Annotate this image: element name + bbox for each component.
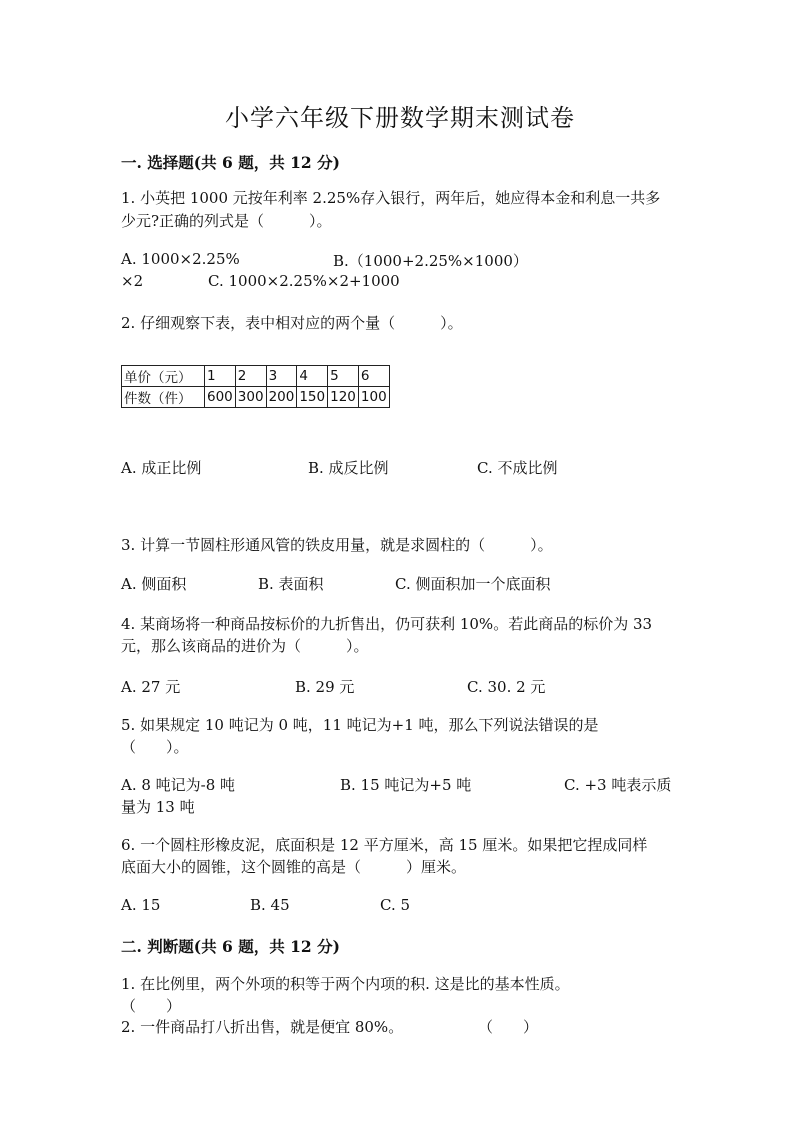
question-1-option-b: B.（1000+2.25%×1000） (333, 252, 528, 270)
question-6-option-c: C. 5 (380, 896, 411, 914)
question-5-option-a: A. 8 吨记为-8 吨 (121, 776, 236, 794)
table-cell: 件数（件） (122, 387, 205, 408)
question-3-option-b: B. 表面积 (258, 575, 324, 593)
table-cell: 2 (235, 366, 266, 387)
question-1-option-c: C. 1000×2.25%×2+1000 (208, 272, 400, 290)
table-cell: 5 (328, 366, 359, 387)
question-3-option-c: C. 侧面积加一个底面积 (395, 575, 551, 593)
question-4-option-a: A. 27 元 (121, 678, 181, 696)
question-3-stem: 3. 计算一节圆柱形通风管的铁皮用量，就是求圆柱的（ ）。 (121, 536, 553, 554)
question-5-line-2: （ ）。 (121, 738, 189, 756)
judgement-2-stem: 2. 一件商品打八折出售，就是便宜 80%。 (121, 1018, 404, 1036)
table-row (122, 387, 390, 408)
table-cell: 6 (358, 366, 389, 387)
table-cell: 3 (266, 366, 297, 387)
table-cell: 300 (235, 387, 266, 408)
question-6-line-2: 底面大小的圆锥，这个圆锥的高是（ ）厘米。 (121, 858, 467, 876)
section-heading-choice: 一. 选择题(共 6 题，共 12 分) (121, 153, 340, 172)
question-4-option-b: B. 29 元 (295, 678, 355, 696)
question-4-line-2: 元，那么该商品的进价为（ ）。 (121, 637, 369, 655)
question-1-option-a: A. 1000×2.25% (121, 250, 240, 268)
table-cell: 120 (328, 387, 359, 408)
table-cell: 1 (205, 366, 236, 387)
question-2-stem: 2. 仔细观察下表，表中相对应的两个量（ ）。 (121, 314, 463, 332)
table-cell: 4 (297, 366, 328, 387)
table-cell: 150 (297, 387, 328, 408)
table-row (122, 366, 390, 387)
question-6-option-b: B. 45 (250, 896, 290, 914)
question-6-option-a: A. 15 (121, 896, 161, 914)
question-5-line-1: 5. 如果规定 10 吨记为 0 吨，11 吨记为+1 吨，那么下列说法错误的是 (121, 716, 599, 734)
question-5-option-c: C. +3 吨表示质 (564, 776, 672, 794)
judgement-1-line-2: （ ） (121, 997, 182, 1015)
question-2-option-b: B. 成反比例 (308, 459, 389, 477)
question-1-line-2: 少元?正确的列式是（ ）。 (121, 212, 332, 230)
judgement-1-line-1: 1. 在比例里，两个外项的积等于两个内项的积. 这是比的基本性质。 (121, 975, 570, 993)
question-4-option-c: C. 30. 2 元 (467, 678, 546, 696)
question-5-option-b: B. 15 吨记为+5 吨 (340, 776, 472, 794)
question-2-option-c: C. 不成比例 (477, 459, 558, 477)
table-cell: 单价（元） (122, 366, 205, 387)
question-1-line-1: 1. 小英把 1000 元按年利率 2.25%存入银行，两年后，她应得本金和利息一共多 (121, 189, 661, 207)
question-6-line-1: 6. 一个圆柱形橡皮泥，底面积是 12 平方厘米，高 15 厘米。如果把它捏成同样 (121, 836, 648, 854)
question-2-option-a: A. 成正比例 (121, 459, 202, 477)
table-cell: 100 (358, 387, 389, 408)
table-cell: 200 (266, 387, 297, 408)
table-cell: 600 (205, 387, 236, 408)
judgement-2-answer-paren: （ ） (478, 1018, 539, 1036)
question-1-option-b-continued: ×2 (121, 272, 144, 290)
section-heading-judgement: 二. 判断题(共 6 题，共 12 分) (121, 937, 340, 956)
question-4-line-1: 4. 某商场将一种商品按标价的九折售出，仍可获利 10%。若此商品的标价为 33 (121, 615, 653, 633)
question-5-option-c-continued: 量为 13 吨 (121, 798, 195, 816)
price-quantity-table (121, 365, 390, 408)
page-title: 小学六年级下册数学期末测试卷 (225, 104, 575, 132)
question-3-option-a: A. 侧面积 (121, 575, 187, 593)
